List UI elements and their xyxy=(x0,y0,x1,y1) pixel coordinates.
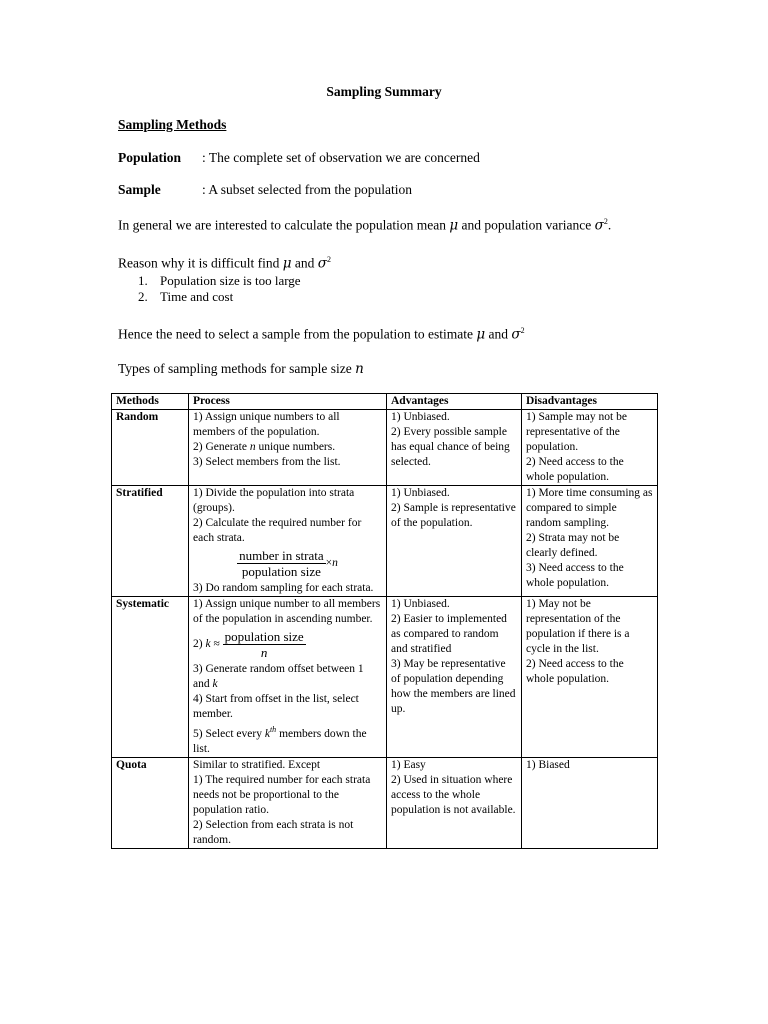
paragraph-hence xyxy=(118,326,525,343)
disadvantage-line: 2) Strata may not be clearly defined. xyxy=(526,532,620,559)
header-methods: Methods xyxy=(112,394,189,410)
method-name: Stratified xyxy=(112,486,189,597)
period: . xyxy=(607,217,612,233)
method-name: Random xyxy=(112,410,189,486)
mu-symbol: μ xyxy=(282,255,292,272)
k-symbol: k xyxy=(212,678,218,690)
table-row-random xyxy=(112,410,658,486)
reason-and: and xyxy=(294,255,315,271)
process-line: 4) Start from offset in the list, select member. xyxy=(193,693,359,720)
process-cell xyxy=(189,757,387,848)
process-line: 1) Assign unique number to all members of the population in ascending number. xyxy=(193,598,381,625)
table-header-row xyxy=(112,394,658,410)
process-cell xyxy=(189,597,387,758)
advantage-line: 2) Sample is representative of the population. xyxy=(391,502,516,529)
process-line xyxy=(193,722,382,757)
paragraph-reason xyxy=(118,255,331,272)
fraction-numerator: number in strata xyxy=(239,548,324,563)
th-superscript: th xyxy=(269,725,277,734)
sigma-symbol: σ xyxy=(594,217,604,234)
method-name: Quota xyxy=(112,757,189,848)
list-text: Time and cost xyxy=(160,289,234,304)
n-symbol: n xyxy=(249,441,256,453)
n-symbol: n xyxy=(355,361,364,377)
table-row-systematic xyxy=(112,597,658,758)
fraction-numerator: population size xyxy=(224,629,304,644)
advantages-cell xyxy=(387,757,522,848)
disadvantage-line: 2) Need access to the whole population. xyxy=(526,456,624,483)
disadvantage-line: 2) Need access to the whole population. xyxy=(526,658,624,685)
process-line: 3) Select members from the list. xyxy=(193,456,341,468)
disadvantage-line: 1) Biased xyxy=(526,758,570,771)
mu-symbol: μ xyxy=(476,326,486,343)
fraction xyxy=(223,629,306,660)
list-item xyxy=(138,273,301,289)
hence-and: and xyxy=(488,326,509,342)
fraction xyxy=(237,548,325,579)
process-line: 3) Do random sampling for each strata. xyxy=(193,582,374,594)
process-line xyxy=(193,440,382,455)
sampling-methods-table xyxy=(111,393,658,849)
sigma-symbol: σ xyxy=(511,326,521,343)
paragraph-interest-text: In general we are interested to calculate the population mean xyxy=(118,217,446,233)
process-line: 2) Calculate the required number for each strata. xyxy=(193,517,362,544)
approx-symbol: ≈ xyxy=(213,638,220,651)
advantage-line: 2) Easier to implemented as compared to random and stratified xyxy=(391,613,507,655)
process-text: 2) xyxy=(193,638,203,651)
mu-symbol: μ xyxy=(449,217,459,234)
advantage-line: 1) Unbiased. xyxy=(391,411,450,423)
disadvantage-line: 1) May not be representation of the population if there is a cycle in the list. xyxy=(526,598,630,655)
process-text: unique numbers. xyxy=(258,441,336,453)
process-line: Similar to stratified. Except xyxy=(193,758,321,771)
k-symbol: k xyxy=(264,727,270,740)
header-process: Process xyxy=(189,394,387,410)
definition-text-population: : The complete set of observation we are concerned xyxy=(202,150,480,165)
table-row-quota xyxy=(112,757,658,848)
process-line: 1) Divide the population into strata (groups). xyxy=(193,487,355,514)
squared-exponent: 2 xyxy=(520,326,525,335)
disadvantage-line: 1) Sample may not be representative of the population. xyxy=(526,411,627,453)
table-row-stratified xyxy=(112,486,658,597)
advantages-cell xyxy=(387,597,522,758)
advantage-line: 1) Easy xyxy=(391,758,426,771)
k-formula xyxy=(193,627,382,662)
disadvantages-cell xyxy=(522,486,658,597)
paragraph-interest-middle: and population variance xyxy=(461,217,592,233)
sigma-symbol: σ xyxy=(317,255,327,272)
list-number: 1. xyxy=(138,273,148,288)
advantage-line: 2) Every possible sample has equal chance of being selected. xyxy=(391,426,510,468)
page-title: Sampling Summary xyxy=(326,84,442,99)
list-number: 2. xyxy=(138,289,148,304)
disadvantages-cell xyxy=(522,597,658,758)
fraction-denominator: n xyxy=(260,645,268,660)
process-text: 3) Generate random offset between 1 and xyxy=(193,663,364,690)
section-heading: Sampling Methods xyxy=(118,117,227,132)
process-line: 2) Selection from each strata is not random. xyxy=(193,818,354,846)
process-cell xyxy=(189,486,387,597)
hence-text: Hence the need to select a sample from the population to estimate xyxy=(118,326,474,342)
n-symbol: n xyxy=(332,557,338,570)
list-item xyxy=(138,289,301,305)
advantages-cell xyxy=(387,410,522,486)
advantage-line: 1) Unbiased. xyxy=(391,487,450,499)
paragraph-types xyxy=(118,361,364,377)
reason-text: Reason why it is difficult find xyxy=(118,255,280,271)
list-text: Population size is too large xyxy=(160,273,301,288)
process-text: 5) Select every xyxy=(193,727,262,740)
disadvantages-cell xyxy=(522,410,658,486)
definition-text-sample: : A subset selected from the population xyxy=(202,182,412,197)
strata-formula xyxy=(193,546,382,581)
process-line: 1) The required number for each strata needs not be proportional to the population ratio. xyxy=(193,773,371,816)
types-text: Types of sampling methods for sample size xyxy=(118,361,352,376)
squared-exponent: 2 xyxy=(603,217,608,226)
advantages-cell xyxy=(387,486,522,597)
advantage-line: 2) Used in situation where access to the whole population is not available. xyxy=(391,773,516,816)
disadvantage-line: 3) Need access to the whole population. xyxy=(526,562,624,589)
method-name: Systematic xyxy=(112,597,189,758)
squared-exponent: 2 xyxy=(327,255,331,264)
process-line: 1) Assign unique numbers to all members of the population. xyxy=(193,411,340,438)
header-disadvantages: Disadvantages xyxy=(522,394,658,410)
k-symbol: k xyxy=(205,638,211,651)
disadvantage-line: 1) More time consuming as compared to simple random sampling. xyxy=(526,487,653,529)
advantage-line: 3) May be representative of population depending how the members are lined up. xyxy=(391,658,516,715)
disadvantages-cell xyxy=(522,757,658,848)
advantage-line: 1) Unbiased. xyxy=(391,598,450,610)
reason-list xyxy=(138,273,301,305)
definition-term-population: Population xyxy=(118,150,182,165)
process-text: 2) Generate xyxy=(193,441,247,453)
definition-term-sample: Sample xyxy=(118,182,161,197)
process-cell xyxy=(189,410,387,486)
process-text: members down the list. xyxy=(193,727,367,755)
times-symbol: × xyxy=(325,557,333,570)
fraction-denominator: population size xyxy=(241,564,321,579)
header-advantages: Advantages xyxy=(387,394,522,410)
paragraph-interest xyxy=(118,217,611,234)
process-line xyxy=(193,662,382,692)
